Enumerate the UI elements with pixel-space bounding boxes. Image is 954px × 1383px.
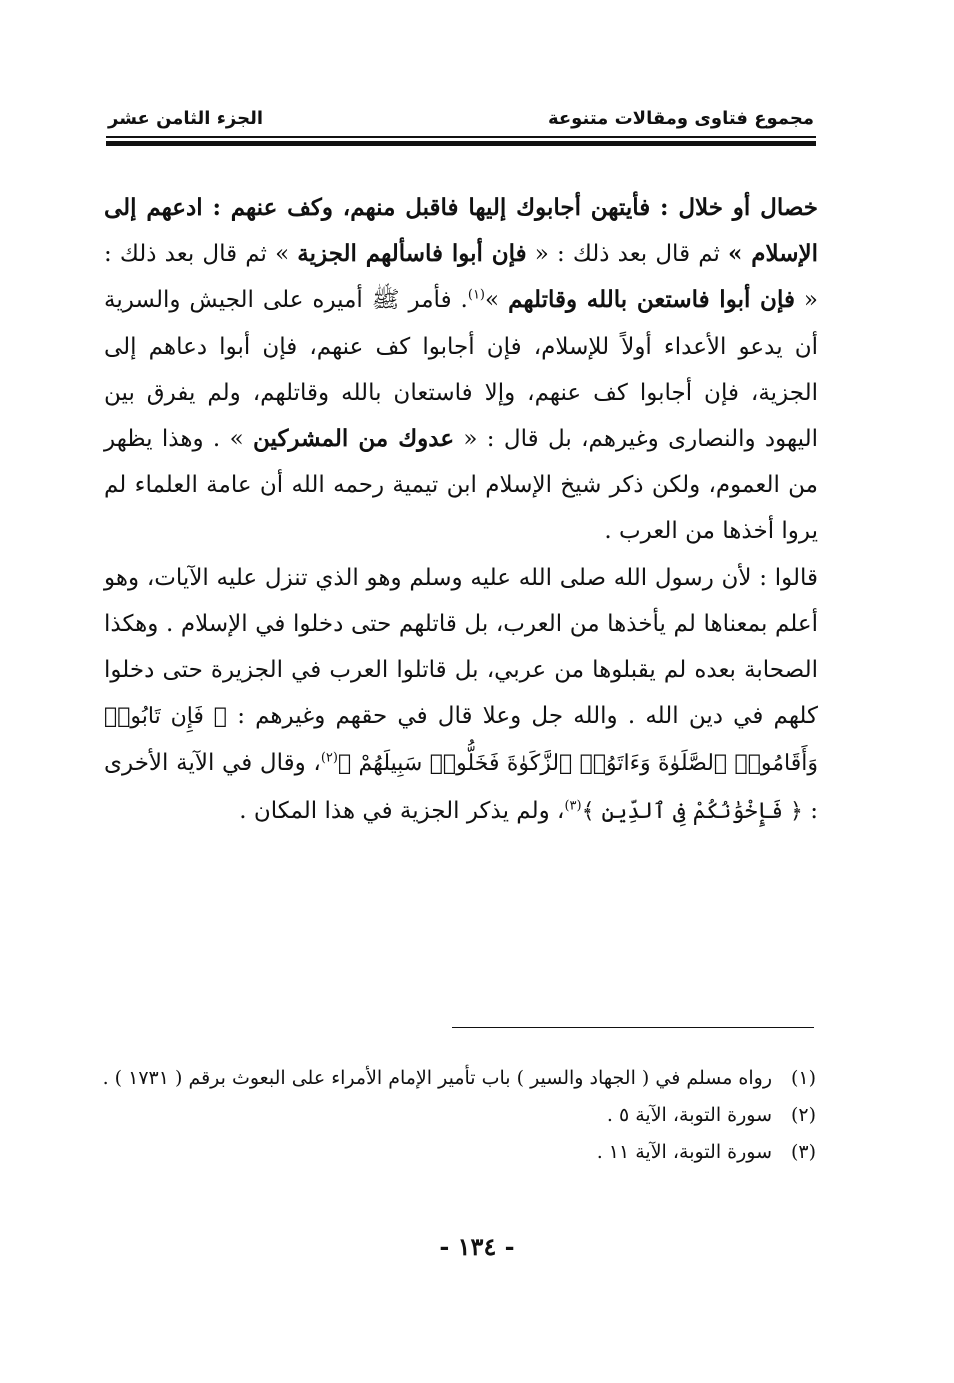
paragraph-1 bbox=[104, 185, 818, 555]
footnote-ref-1[interactable]: (١) bbox=[467, 287, 485, 303]
main-text bbox=[104, 185, 818, 835]
quran-verse-2: ﴿ فَإِخْوَٰنُكُمْ فِى ٱلدِّينِ ﴾ bbox=[581, 798, 803, 824]
footnote-3 bbox=[100, 1134, 816, 1171]
paragraph-2 bbox=[104, 555, 818, 835]
footnote-number: (٣) bbox=[790, 1141, 816, 1163]
footnote-separator bbox=[452, 1027, 814, 1028]
footnote-number: (١) bbox=[790, 1067, 816, 1089]
book-title: مجموع فتاوى ومقالات متنوعة bbox=[547, 108, 814, 129]
hadith-quote-3: فإن أبوا فاستعن بالله وقاتلهم bbox=[508, 286, 795, 314]
text-run: قالوا : لأن رسول الله صلى الله عليه وسلم وهو الذي تنزل عليه الآيات، وهو أعلم بمعناها لم يأخذها من العرب، بل قاتلهم حتى دخلوا في الإسلام . وهكذا الصحابة بعده لم يقبلوها من عربي، بل قاتلوا العرب في الجزيرة حتى دخلوا كلهم في دين الله . والله جل وعلا قال في حقهم وغيرهم : bbox=[104, 564, 818, 730]
hadith-quote-2: فإن أبوا فاسألهم الجزية bbox=[297, 240, 527, 268]
footnote-text: سورة التوبة، الآية ٥ . bbox=[606, 1104, 772, 1126]
header-rule-thin bbox=[106, 136, 816, 138]
text-run: ، وقال في الآية الأخرى : bbox=[104, 750, 818, 824]
header-rule-thick bbox=[106, 141, 816, 146]
hadith-quote-4: عدوك من المشركين bbox=[253, 425, 455, 453]
text-run: » bbox=[485, 287, 509, 314]
footnote-1 bbox=[100, 1060, 816, 1097]
text-run: » . وهذا يظهر من العموم، ولكن ذكر شيخ الإسلام ابن تيمية رحمه الله أن عامة العلماء لم يروا أخذها من العرب . bbox=[104, 426, 818, 545]
running-header bbox=[108, 108, 814, 136]
quran-verse-1: ﴿ فَإِن تَابُوا۟ وَأَقَامُوا۟ ٱلصَّلَوٰةَ وَءَاتَوُا۟ ٱلزَّكَوٰةَ فَخَلُّوا۟ سَبِيلَهُمْ ﴾ bbox=[104, 704, 818, 777]
footnote-2 bbox=[100, 1097, 816, 1134]
footnote-text: سورة التوبة، الآية ١١ . bbox=[596, 1141, 772, 1163]
volume-label: الجزء الثامن عشر bbox=[108, 108, 264, 129]
text-run: » ثم قال بعد ذلك : « bbox=[104, 241, 819, 314]
footnote-ref-3[interactable]: (٣) bbox=[564, 797, 582, 813]
page-number: - ١٣٤ - bbox=[439, 1232, 515, 1261]
text-run: . فأمر ﷺ أميره على الجيش والسرية أن يدعو الأعداء أولاً للإسلام، فإن أجابوا كف عنهم، فإن أبوا دعاهم إلى الجزية، فإن أجابوا كف عنهم، وإلا فاستعان بالله وقاتلهم، ولم يفرق بين اليهود والنصارى وغيرهم، بل قال : « bbox=[104, 287, 818, 453]
hadith-quote-1: خصال أو خلال : فأيتهن أجابوك إليها فاقبل منهم، وكف عنهم : ادعهم إلى الإسلام » bbox=[104, 194, 818, 268]
text-run: ، ولم يذكر الجزية في هذا المكان . bbox=[239, 797, 565, 824]
text-run: ثم قال بعد ذلك : « bbox=[526, 241, 729, 268]
footnote-ref-2[interactable]: (٢) bbox=[320, 750, 338, 766]
footnote-number: (٢) bbox=[790, 1104, 816, 1126]
footnotes bbox=[100, 1060, 816, 1171]
footnote-text: رواه مسلم في ( الجهاد والسير ) باب تأمير الإمام الأمراء على البعوث برقم ( ١٧٣١ ) . bbox=[102, 1067, 772, 1089]
